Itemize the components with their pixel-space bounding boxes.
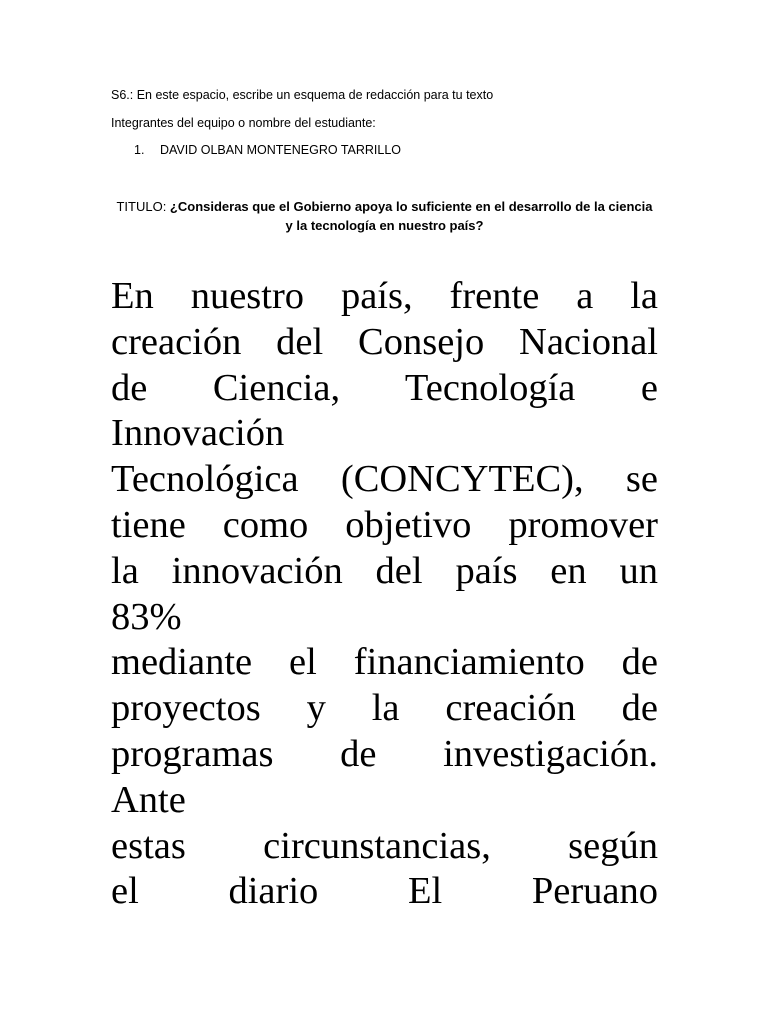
body-line: mediante el financiamiento de — [111, 641, 658, 684]
body-line: programas de investigación. — [111, 732, 658, 775]
title-text-line1: ¿Consideras que el Gobierno apoya lo suficiente en el desarrollo de la ciencia — [169, 199, 653, 214]
body-line: de Ciencia, Tecnología e — [111, 366, 658, 409]
members-label: Integrantes del equipo o nombre del estudiante: — [111, 116, 376, 130]
title-text-line2: y la tecnología en nuestro país? — [285, 218, 484, 233]
body-line: En nuestro país, frente a la — [111, 275, 658, 317]
member-name: DAVID OLBAN MONTENEGRO TARRILLO — [160, 143, 402, 157]
instruction-text: S6.: En este espacio, escribe un esquema de redacción para tu texto — [111, 88, 494, 102]
body-line: Tecnológica (CONCYTEC), se — [111, 458, 658, 501]
body-line: 83% — [111, 595, 182, 638]
body-line: la innovación del país en un — [111, 549, 658, 592]
title-label: TITULO: — [116, 199, 170, 214]
body-paragraph — [111, 274, 658, 915]
body-line: el diario El Peruano — [111, 870, 658, 913]
body-line: estas circunstancias, según — [111, 824, 658, 867]
member-number: 1. — [134, 143, 145, 157]
body-line: proyectos y la creación de — [111, 687, 658, 730]
body-line: tiene como objetivo promover — [111, 503, 658, 546]
body-line: Innovación — [111, 412, 285, 455]
body-line: Ante — [111, 778, 186, 821]
member-item — [134, 142, 401, 158]
body-line: creación del Consejo Nacional — [111, 320, 658, 363]
members-list — [134, 142, 401, 158]
document-title — [111, 197, 658, 235]
